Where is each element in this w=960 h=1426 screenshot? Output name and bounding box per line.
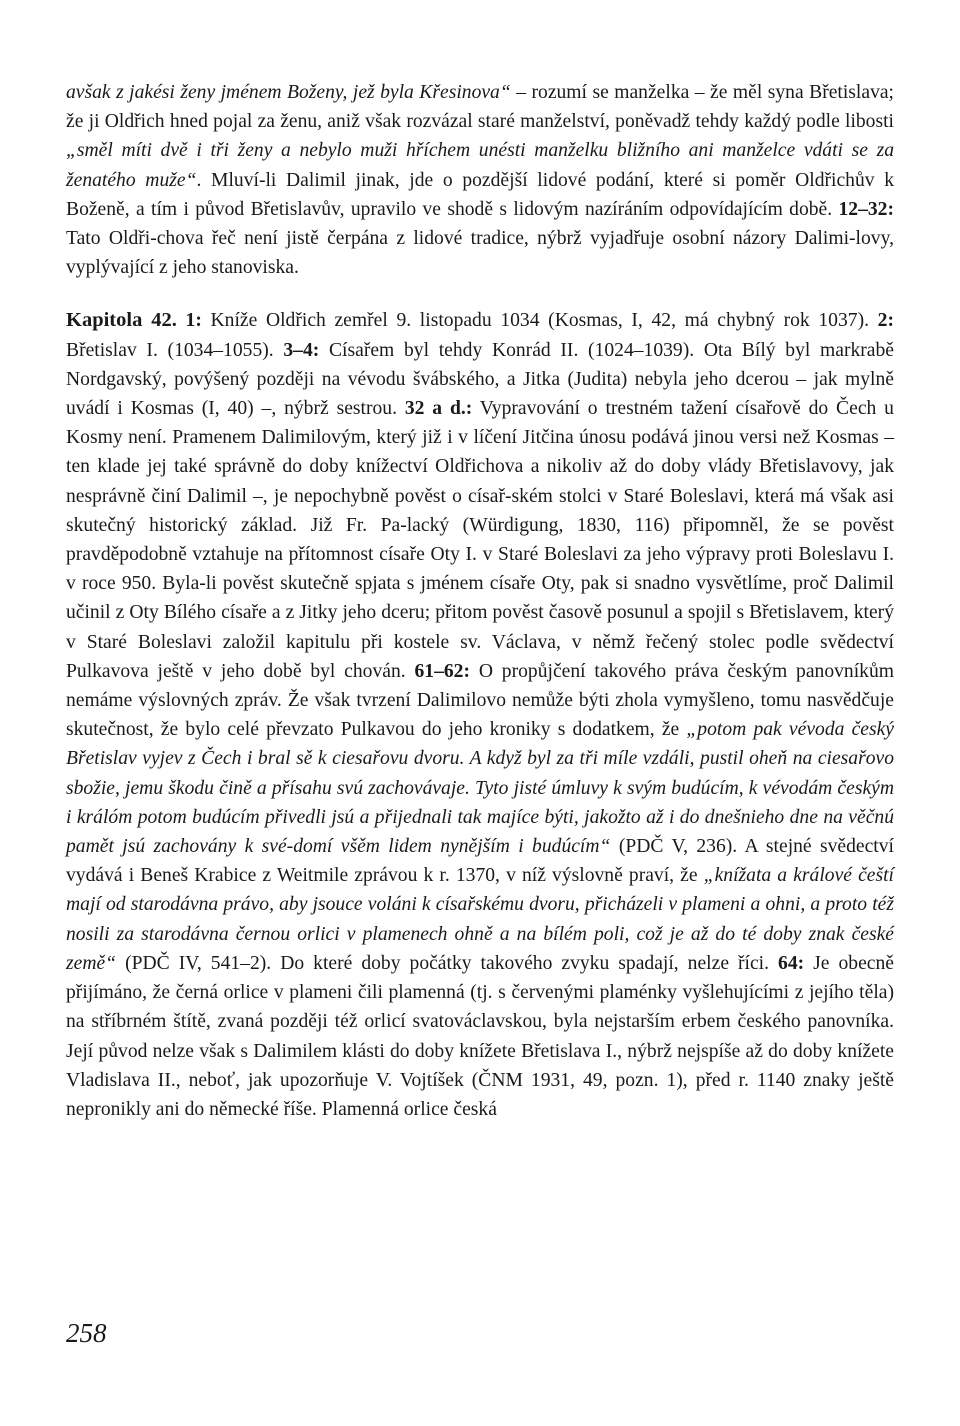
body-text: Tato Oldři-chova řeč není jistě čerpána z lidové tradice, nýbrž vyjadřuje osobní názory Dalimi-lovy, vyplývající z jeho stanoviska. (66, 228, 894, 279)
verse-reference: 1: (185, 310, 202, 332)
body-text: O propůjčení takového práva českým panovníkům nemáme výslovných zpráv. Že však tvrzení Dalimilovo nemůže býti zhola vymyšleno, tomu nasvědčuje skutečnost, že bylo celé převzato Pulkavou do jeho kroniky s dodatkem, že (66, 660, 894, 741)
quoted-text: „potom pak vévoda český Břetislav vyjev z Čech i bral sě k ciesařovu dvoru. A když byl za tři míle vzdáli, pustil oheň na ciesařovo sbožie, jemu škodu čině a přísahu svú zachovávaje. Tyto jisté úmluvy k svým budúcím, k vévodám českým i králóm potom budúcím přivedli jsú a přijednali tak majíce býti, jakožto až i do dnešnieho dne na věčnú pamět jsú zachovány k své-domí všěm lidem nynějším i budúcím“ (66, 719, 894, 858)
body-text: Břetislav I. (1034–1055). (66, 339, 284, 361)
quoted-text: avšak z jakési ženy jménem Boženy, jež byla Křesinova“ (66, 82, 511, 103)
body-text: – rozumí se manželka – že měl syna Břetislava; že ji Oldřich hned pojal za ženu, aniž však rozvázal staré manželství, poněvadž tehdy každý podle libosti (66, 82, 895, 133)
verse-reference: 2: (877, 310, 894, 332)
page-number: 258 (66, 1318, 107, 1348)
paragraph-continuation (66, 78, 894, 282)
verse-reference: 64: (778, 952, 805, 974)
quoted-text: „knížata a králové čeští mají od starodávna právo, aby jsouce voláni k císařskému dvoru, přicházeli v plameni a ohni, a proto též nosili za starodávna černou orlici v plamenech ohně a na bílém poli, což je až do té doby znak české země“ (66, 865, 894, 974)
verse-reference: 32 a d.: (404, 398, 473, 420)
body-text: Kníže Oldřich zemřel 9. listopadu 1034 (Kosmas, I, 42, má chybný rok 1037). (201, 310, 878, 332)
body-text: (PDČ V, 236). A stejné svědectví vydává i Beneš Krabice z Weitmile zprávou k r. 1370, v níž výslovně praví, že (66, 836, 894, 887)
verse-reference: 61–62: (414, 660, 470, 682)
quoted-text: „směl míti dvě i tři ženy a nebylo muži hříchem unésti manželku bližního ani manželce vdáti se za ženatého muže“ (66, 140, 894, 191)
body-text: Císařem byl tehdy Konrád II. (1024–1039). Ota Bílý byl markrabě Nordgavský, povýšený později na vévodu švábského, a Jitka (Judita) nebyla jeho dcerou – jak mylně uvádí i Kosmas (I, 40) –, nýbrž sestrou. (66, 339, 894, 420)
paragraph-kapitola-42 (66, 306, 894, 1124)
body-text: Vypravování o trestném tažení císařově do Čech u Kosmy není. Pramenem Dalimilovým, který již i v líčení Jitčina únosu podává jinou versi než Kosmas – ten klade jej také správně do doby knížectví Oldřichova a nikoliv až do doby vlády Břetislavovy, jak nesprávně činí Dalimil –, je nepochybně pověst o císař-ském stolci v Staré Boleslavi, která má však asi skutečný historický základ. Již Fr. Pa-lacký (Würdigung, 1830, 116) připomněl, že se pověst pravděpodobně vztahuje na přítomnost císaře Oty I. v Staré Boleslavi za jeho výpravy proti Boleslavu I. v roce 950. Byla-li pověst skutečně spjata s jménem císaře Oty, pak si snadno vysvětlíme, proč Dalimil učinil z Oty Bílého císaře a z Jitky jeho dceru; přitom pověst časově posunul a spojil s Břetislavem, který v Staré Boleslavi založil kapitulu při kostele sv. Václava, v němž řečený stolec podle svědectví Pulkavova ještě v jeho době byl chován. (66, 398, 894, 682)
page-body (66, 78, 894, 1124)
body-text: . Mluví-li Dalimil jinak, jde o pozdější lidové podání, které si poměr Oldřichův k Boženě, a tím i původ Břetislavův, upravilo ve shodě s lidovým nazíráním odpovídajícím době. (66, 169, 894, 220)
verse-reference: 12–32: (838, 198, 894, 220)
body-text: Je obecně přijímáno, že černá orlice v plameni čili plamenná (tj. s červenými plaménky vyšlehujícími z jejího těla) na stříbrném štítě, zvaná později též orlicí svatováclavskou, byla nejstarším erbem českého panovníka. Její původ nelze však s Dalimilem klásti do doby knížete Břetislava I., nýbrž nejspíše až do doby knížete Vladislava II., neboť, jak upozorňuje V. Vojtíšek (ČNM 1931, 49, pozn. 1), před r. 1140 znaky ještě nepronikly ani do německé říše. Plamenná orlice česká (66, 952, 894, 1120)
body-text: (PDČ IV, 541–2). Do které doby počátky takového zvyku spadají, nelze říci. (116, 952, 779, 974)
body-text (177, 310, 186, 331)
verse-reference: 3–4: (283, 339, 320, 361)
chapter-heading: Kapitola 42. (66, 309, 177, 332)
